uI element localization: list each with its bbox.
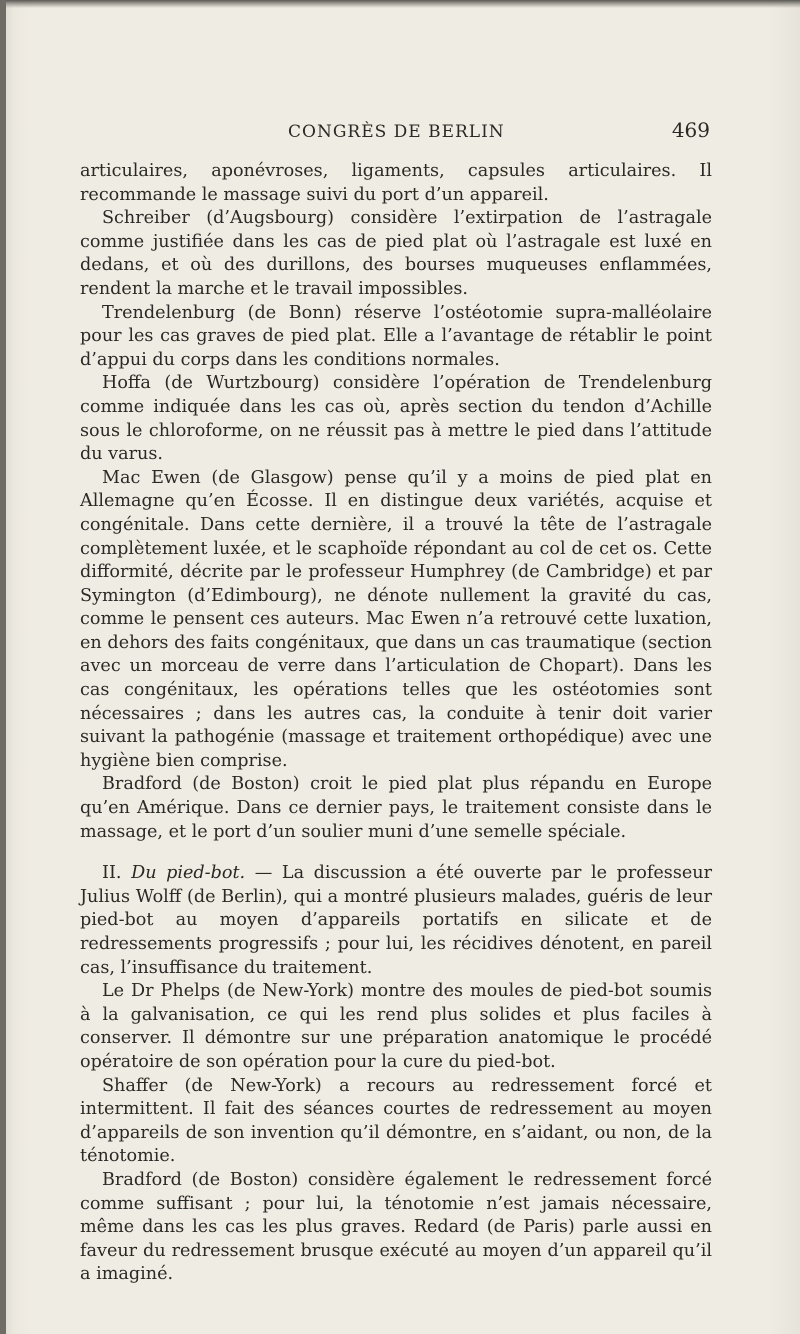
paragraph: articulaires, aponévroses, ligaments, capsules articulaires. Il recommande le massage suivi du port d’un appareil. [80, 161, 712, 205]
section-paragraph [80, 862, 712, 980]
page-left-edge [0, 0, 6, 1334]
paragraph: Shaffer (de New-York) a recours au redressement forcé et intermittent. Il fait des séances courtes de redressement au moyen d’appareils de son invention qu’il démontre, en s’aidant, ou non, de la ténotomie. [80, 1075, 712, 1167]
paragraph: Le Dr Phelps (de New-York) montre des moules de pied-bot soumis à la galvanisation, ce qui les rend plus solides et plus faciles à conserver. Il démontre sur une préparation anatomique le procédé opératoire de son opération pour la cure du pied-bot. [80, 981, 712, 1072]
section-title: Du pied-bot. [131, 863, 246, 884]
section-lead: — La discussion a été ouverte par le professeur Julius Wolff (de Berlin), qui a montré plusieurs malades, guéris de leur pied-bot au moyen d’appareils portatifs en silicate et de redressements progressifs ; pour lui, les récidives dénotent, en pareil cas, l’insuffisance du traitement. [80, 863, 713, 978]
paragraph: Mac Ewen (de Glasgow) pense qu’il y a moins de pied plat en Allemagne qu’en Écosse. Il en distingue deux variétés, acquise et congénitale. Dans cette dernière, il a trouvé la tête de l’astragale complètement luxée, et le scaphoïde répondant au col de cet os. Cette difformité, décrite par le professeur Humphrey (de Cambridge) et par Symington (d’Edimbourg), ne dénote nullement la gravité du cas, comme le pensent ces auteurs. Mac Ewen n’a retrouvé cette luxation, en dehors des faits congénitaux, que dans un cas traumatique (section avec un morceau de verre dans l’articulation de Chopart). Dans les cas congénitaux, les opérations telles que les ostéotomies sont nécessaires ; dans les autres cas, la conduite à tenir doit varier suivant la pathogénie (massage et traitement orthopédique) avec une hygiène bien comprise. [80, 467, 712, 771]
section-number: II. [102, 863, 122, 884]
page-number: 469 [671, 118, 710, 142]
page-top-edge [0, 0, 800, 8]
paragraph: Schreiber (d’Augsbourg) considère l’extirpation de l’astragale comme justifiée dans les cas de pied plat où l’astragale est luxé en dedans, et où des durillons, des bourses muqueuses enflammées, rendent la marche et le travail impossibles. [80, 208, 712, 299]
running-title: CONGRÈS DE BERLIN [288, 122, 505, 142]
page-header [80, 118, 710, 148]
paragraph: Bradford (de Boston) considère également le redressement forcé comme suffisant ; pour lui, la ténotomie n’est jamais nécessaire, même dans les cas les plus graves. Redard (de Paris) parle aussi en faveur du redressement brusque exécuté au moyen d’un appareil qu’il a imaginé. [80, 1169, 712, 1285]
paragraph: Trendelenburg (de Bonn) réserve l’ostéotomie supra-malléolaire pour les cas graves de pied plat. Elle a l’avantage de rétablir le point d’appui du corps dans les conditions normales. [80, 302, 712, 370]
body-text [80, 160, 712, 1287]
paragraph: Hoffa (de Wurtzbourg) considère l’opération de Trendelenburg comme indiquée dans les cas où, après section du tendon d’Achille sous le chloroforme, on ne réussit pas à mettre le pied dans l’attitude du varus. [80, 373, 712, 465]
paragraph: Bradford (de Boston) croit le pied plat plus répandu en Europe qu’en Amérique. Dans ce dernier pays, le traitement consiste dans le massage, et le port d’un soulier muni d’une semelle spéciale. [80, 774, 712, 842]
